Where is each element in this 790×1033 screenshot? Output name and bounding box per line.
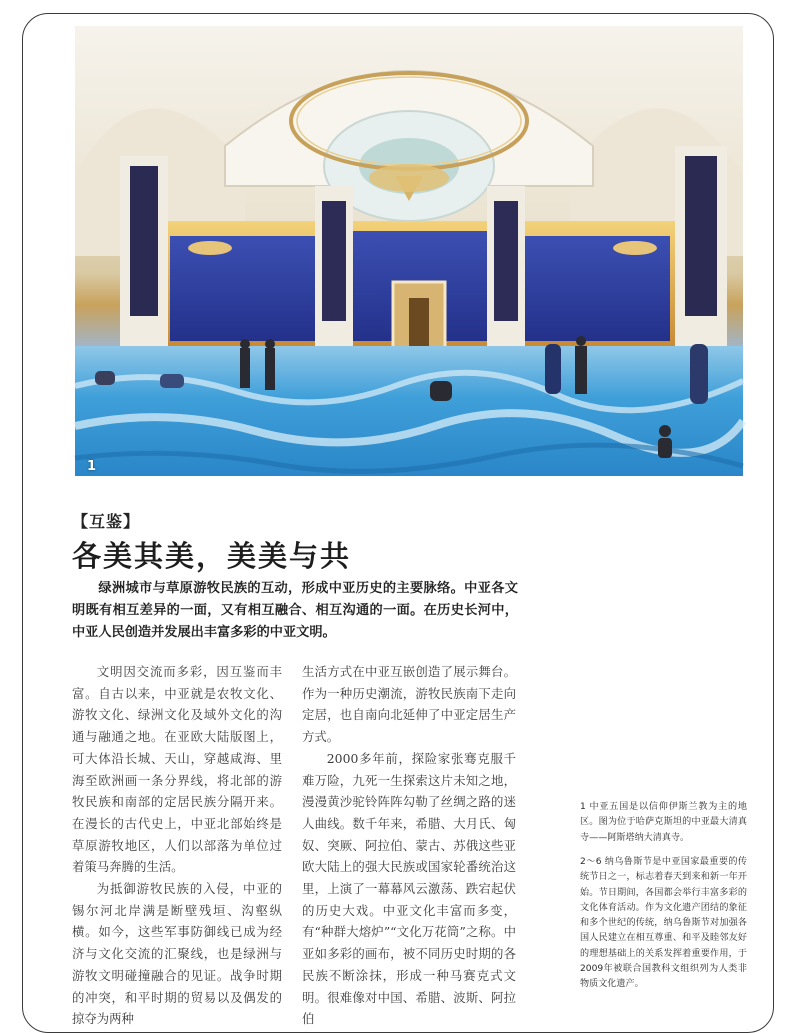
body-paragraph: 2000多年前，探险家张骞克服千难万险，九死一生探索这片未知之地，漫漫黄沙驼铃阵阵勾勒了丝绸之路的迷人曲线。数千年来，希腊、大月氏、匈奴、突厥、阿拉伯、蒙古、苏俄这些亚欧大陆上的强大民族或国家轮番统治这里，上演了一幕幕风云激荡、跌宕起伏的历史大戏。中亚文化丰富而多变，有“种群大熔炉”“文化万花筒”之称。中亚如多彩的画布，被不同历史时期的各民族不断涂抹，形成一种马赛克式文明。很难像对中国、希腊、波斯、阿拉伯: [302, 750, 516, 1027]
body-column-left: [72, 661, 282, 1030]
photo-number: 1: [87, 459, 97, 474]
lead-paragraph: 绿洲城市与草原游牧民族的互动，形成中亚历史的主要脉络。中亚各文明既有相互差异的一面，又有相互融合、相互沟通的一面。在历史长河中，中亚人民创造并发展出丰富多彩的中亚文明。: [72, 581, 518, 640]
headline: 各美其美，美美与共: [72, 539, 352, 573]
body-paragraph: 为抵御游牧民族的入侵，中亚的锡尔河北岸满是断壁残垣、沟壑纵横。如今，这些军事防御线已成为经济与文化交流的汇聚线，也是绿洲与游牧文明碰撞融合的见证。战争时期的冲突，和平时期的贸易以及偶发的掠夺为两种: [72, 881, 282, 1027]
photo-caption: 1 中亚五国是以信仰伊斯兰教为主的地区。图为位于哈萨克斯坦的中亚最大清真寺——阿斯塔纳大清真寺。: [580, 802, 747, 843]
section-tag: 【互鉴】: [72, 512, 141, 531]
mosque-illustration: [75, 26, 743, 476]
body-paragraph: 生活方式在中亚互嵌创造了展示舞台。作为一种历史潮流，游牧民族南下走向定居，也自南向北延伸了中亚定居生产方式。: [302, 664, 516, 745]
photo-caption: 2～6 纳乌鲁斯节是中亚国家最重要的传统节日之一，标志着春天到来和新一年开始。节日期间，各国都会举行丰富多彩的文化体育活动。作为文化遗产团结的象征和多个世纪的传统，纳乌鲁斯节对加强各国人民建立在相互尊重、和平及睦邻友好的理想基础上的关系发挥着重要作用，于2009年被联合国教科文组织列为人类非物质文化遗产。: [580, 857, 747, 990]
body-paragraph: 文明因交流而多彩，因互鉴而丰富。自古以来，中亚就是农牧文化、游牧文化、绿洲文化及域外文化的沟通与融通之地。在亚欧大陆版图上，可大体沿长城、天山，穿越咸海、里海至欧洲画一条分界线，将北部的游牧民族和南部的定居民族分隔开来。在漫长的古代史上，中亚北部始终是草原游牧地区，人们以部落为单位过着策马奔腾的生活。: [72, 664, 282, 875]
mosque-interior-photo: [75, 26, 743, 476]
body-column-middle: [302, 661, 516, 1030]
